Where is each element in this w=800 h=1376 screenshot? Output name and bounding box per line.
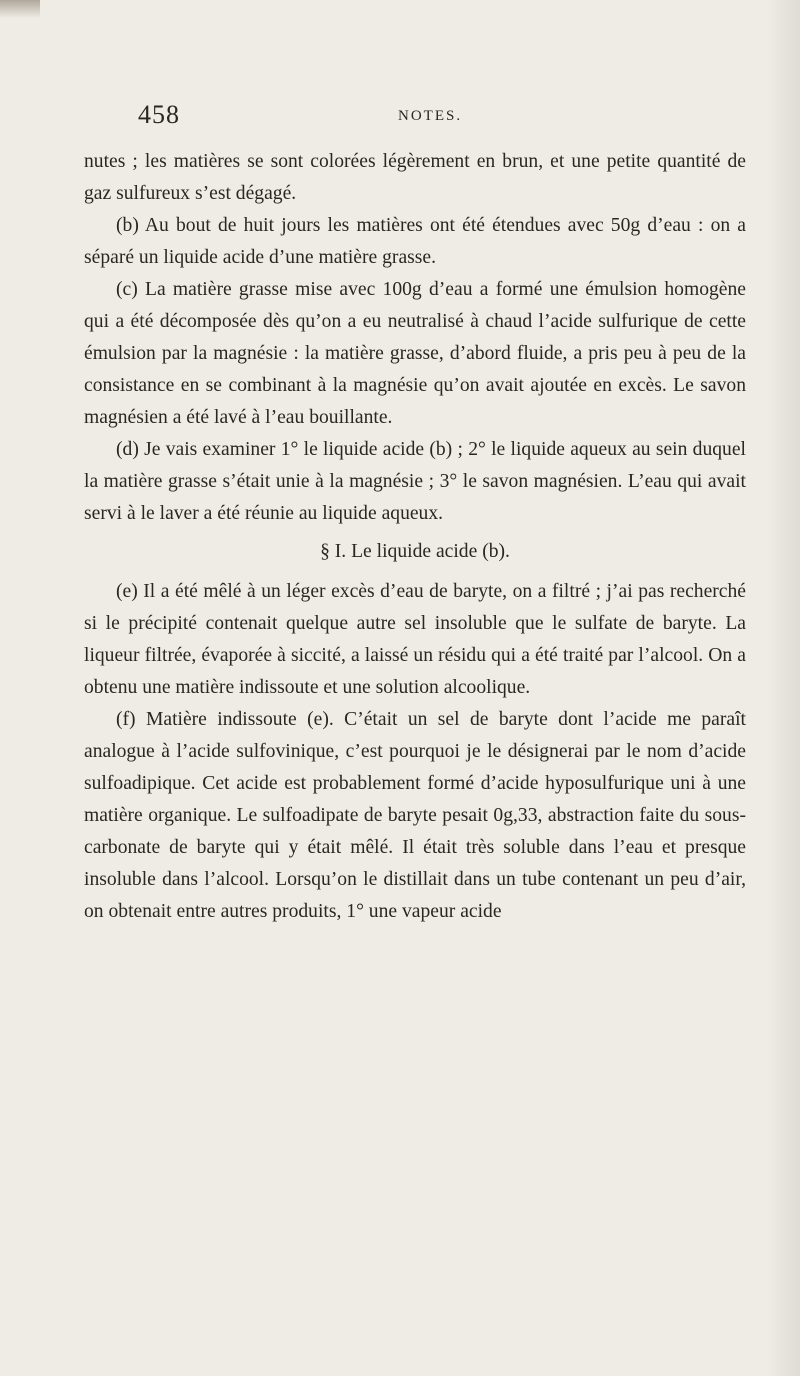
page-corner-shadow — [0, 0, 40, 18]
paragraph: (b) Au bout de huit jours les matières ont été étendues avec 50g d’eau : on a séparé un liquide acide d’une matière grasse. — [84, 215, 746, 268]
running-head: NOTES. — [398, 108, 463, 124]
paragraph: (d) Je vais examiner 1° le liquide acide (b) ; 2° le liquide aqueux au sein duquel la matière grasse s’était unie à la magnésie ; 3° le savon magnésien. L’eau qui avait servi à le laver a été réunie au liquide aqueux. — [84, 439, 746, 524]
paragraph: (c) La matière grasse mise avec 100g d’eau a formé une émulsion homogène qui a été décomposée dès qu’on a eu neutralisé à chaud l’acide sulfurique de cette émulsion par la magnésie : la matière grasse, d’abord fluide, a pris peu à peu de la consistance en se combinant à la magnésie qu’on avait ajoutée en excès. Le savon magnésien a été lavé à l’eau bouillante. — [84, 279, 746, 428]
paragraph: nutes ; les matières se sont colorées légèrement en brun, et une petite quantité de gaz sulfureux s’est dégagé. — [84, 151, 746, 204]
page-header — [138, 100, 698, 130]
paragraph: (f) Matière indissoute (e). C’était un sel de baryte dont l’acide me paraît analogue à l’acide sulfovinique, c’est pourquoi je le désignerai par le nom d’acide sulfoadipique. Cet acide est probablement formé d’acide hyposulfurique uni à une matière organique. Le sulfoadipate de baryte pesait 0g,33, abstraction faite du sous-carbonate de baryte qui y était mêlé. Il était très soluble dans l’eau et presque insoluble dans l’alcool. Lorsqu’on le distillait dans un tube contenant un peu d’air, on obtenait entre autres produits, 1° une vapeur acide — [84, 709, 746, 922]
body-text — [84, 146, 746, 928]
page-edge-shadow — [766, 0, 800, 1376]
section-title: § I. Le liquide acide (b). — [320, 541, 510, 562]
paragraph: (e) Il a été mêlé à un léger excès d’eau de baryte, on a filtré ; j’ai pas recherché si le précipité contenait quelque autre sel insoluble que le sulfate de baryte. La liqueur filtrée, évaporée à siccité, a laissé un résidu qui a été traité par l’alcool. On a obtenu une matière indissoute et une solution alcoolique. — [84, 581, 746, 698]
page-number: 458 — [138, 100, 180, 129]
